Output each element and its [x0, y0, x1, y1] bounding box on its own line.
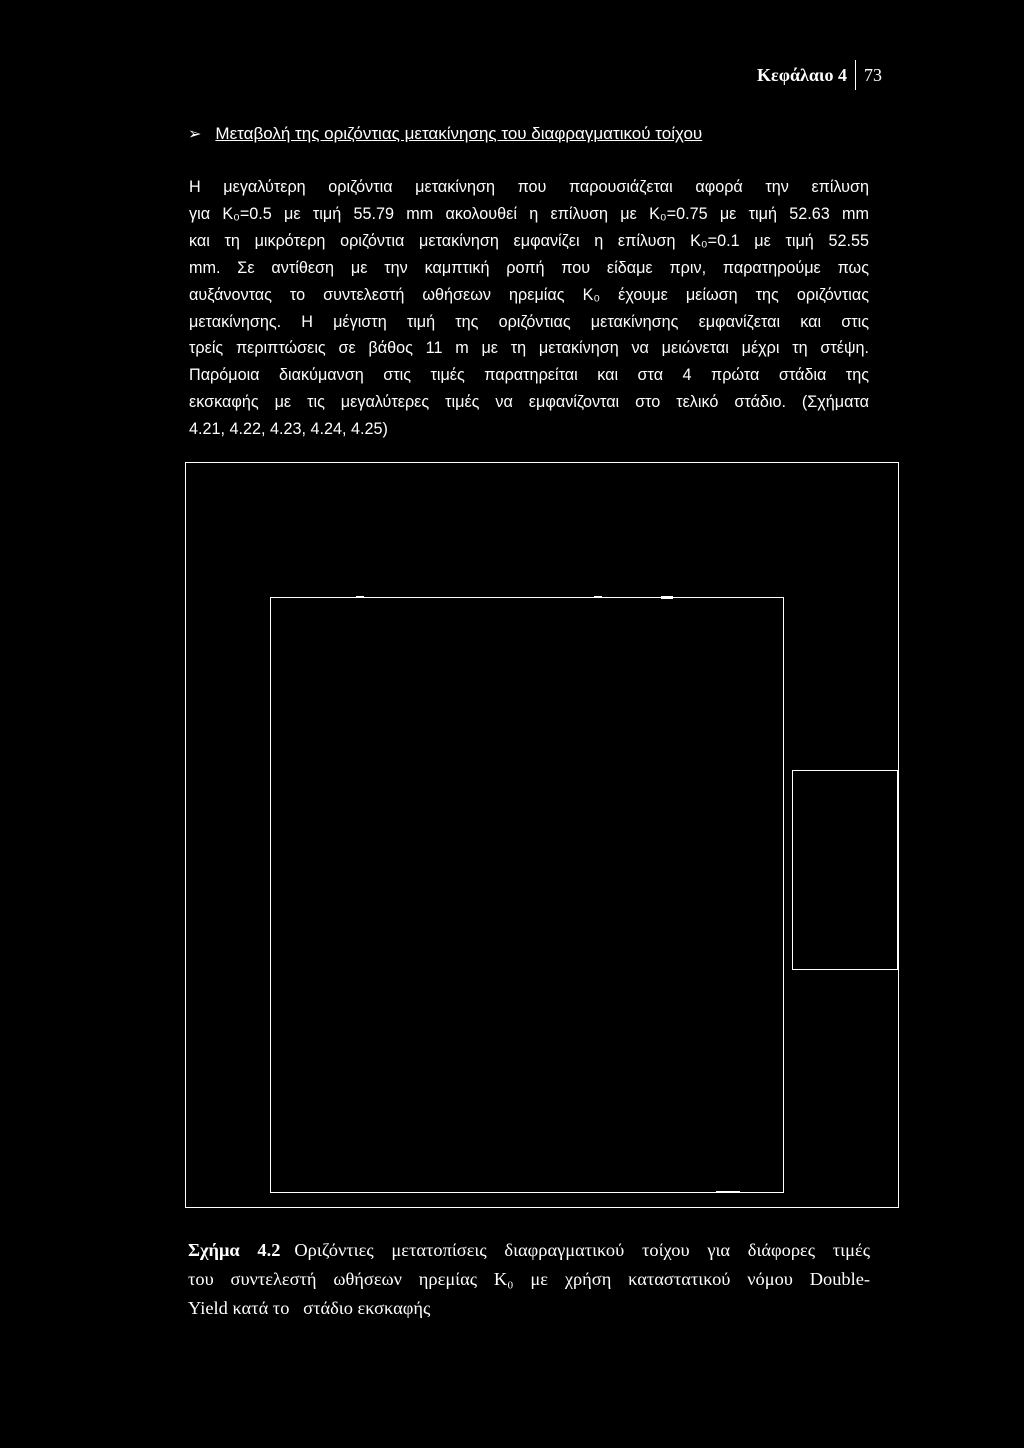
bullet-arrow-icon: ➢ — [188, 126, 202, 143]
paragraph-line: και τη μικρότερη οριζόντια μετακίνηση εμφανίζει η επίλυση K₀=0.1 με τιμή 52.55 — [189, 231, 869, 250]
paragraph-line: 4.21, 4.22, 4.23, 4.24, 4.25) — [189, 420, 388, 439]
figure-tick-mark — [594, 596, 602, 598]
paragraph-line: τρείς περιπτώσεις σε βάθος 11 m με τη μετακίνηση να μειώνεται μέχρι τη στέψη. — [189, 339, 869, 358]
figure-tick-mark — [716, 1191, 740, 1193]
body-paragraph — [189, 174, 869, 443]
paragraph-line: εκσκαφής με τις μεγαλύτερες τιμές να εμφανίζονται στο τελικό στάδιο. (Σχήματα — [189, 393, 869, 412]
figure-caption — [188, 1236, 870, 1323]
paragraph-line: mm. Σε αντίθεση με την καμπτική ροπή που είδαμε πριν, παρατηρούμε πως — [189, 258, 869, 277]
section-heading — [188, 124, 702, 144]
figure-frame — [185, 462, 899, 1208]
paragraph-line: αυξάνοντας το συντελεστή ωθήσεων ηρεμίας K₀ έχουμε μείωση της οριζόντιας — [189, 285, 869, 304]
caption-line: Yield κατά το στάδιο εκσκαφής — [188, 1298, 431, 1318]
page-number: 73 — [864, 64, 882, 85]
page-header — [757, 60, 882, 90]
caption-text: Οριζόντιες μετατοπίσεις διαφραγματικού τοίχου για διάφορες τιμές — [294, 1240, 870, 1260]
paragraph-line: Η μεγαλύτερη οριζόντια μετακίνηση που παρουσιάζεται αφορά την επίλυση — [189, 178, 869, 196]
paragraph-line: Παρόμοια διακύμανση στις τιμές παρατηρείται και στα 4 πρώτα στάδια της — [189, 366, 869, 385]
caption-line — [188, 1236, 870, 1265]
caption-label: Σχήμα 4.2 — [188, 1240, 281, 1260]
header-separator — [855, 60, 856, 90]
caption-line: του συντελεστή ωθήσεων ηρεμίας K₀ με χρήση καταστατικού νόμου Double- — [188, 1269, 870, 1289]
paragraph-line: για K₀=0.5 με τιμή 55.79 mm ακολουθεί η επίλυση με K₀=0.75 με τιμή 52.63 mm — [189, 204, 869, 223]
figure-plot-area — [270, 597, 784, 1193]
chapter-label: Κεφάλαιο 4 — [757, 64, 847, 85]
paragraph-line: μετακίνησης. Η μέγιστη τιμή της οριζόντιας μετακίνησης εμφανίζεται και στις — [189, 312, 869, 331]
figure-legend-box — [792, 770, 898, 970]
figure-tick-mark — [356, 596, 364, 598]
figure-tick-mark — [661, 596, 673, 599]
section-title: Μεταβολή της οριζόντιας μετακίνησης του διαφραγματικού τοίχου — [215, 124, 703, 143]
